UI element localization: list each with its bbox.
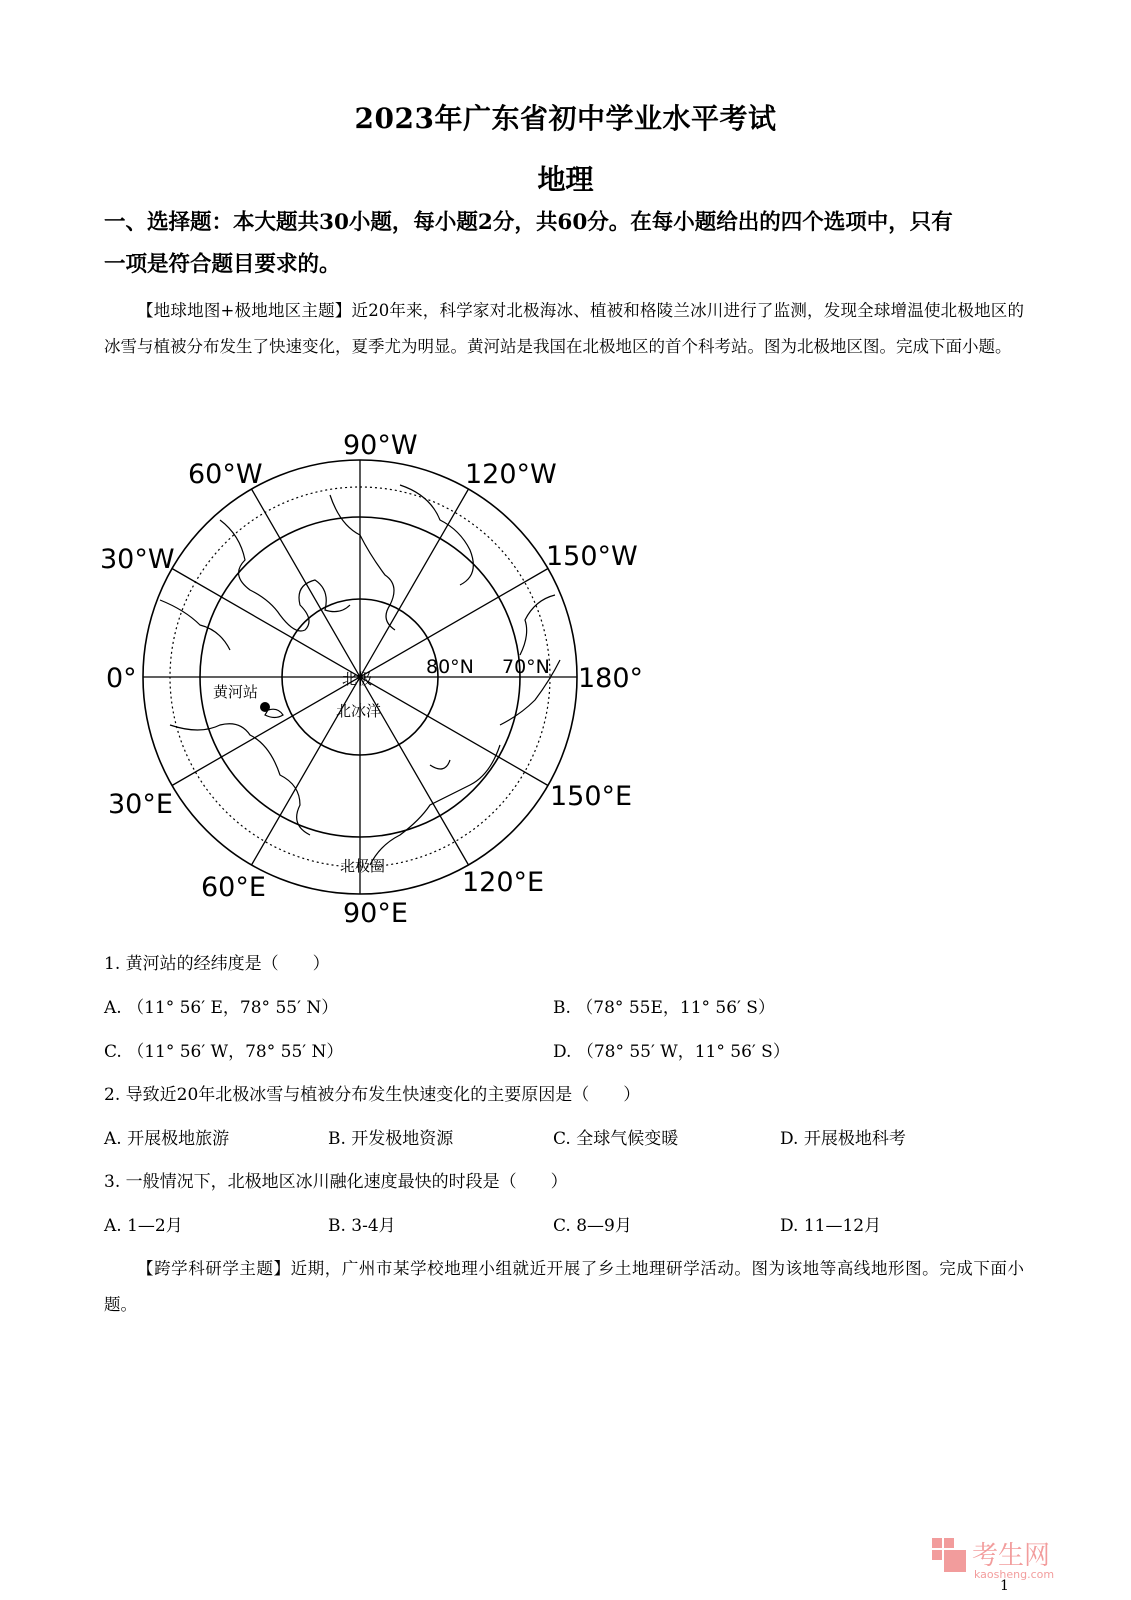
label-60e: 60°E	[201, 872, 266, 903]
q1-option-a: A. （11° 56′ E，78° 55′ N）	[104, 998, 339, 1018]
passage-polar: 【地球地图+极地地区主题】近20年来，科学家对北极海冰、植被和格陵兰冰川进行了监测，发现全球增温使北极地区的冰雪与植被分布发生了快速变化，夏季尤为明显。黄河站是我国在北极地区的首个科考站。图为北极地区图。完成下面小题。	[104, 301, 1024, 356]
huanghe-station-marker	[260, 702, 270, 712]
section-heading-line-1: 一、选择题：本大题共30小题，每小题2分，共60分。在每小题给出的四个选项中，只有	[104, 210, 953, 235]
label-90w: 90°W	[343, 430, 418, 461]
q1-option-d: D. （78° 55′ W，11° 56′ S）	[553, 1042, 790, 1062]
page-title: 2023年广东省初中学业水平考试	[354, 102, 777, 135]
label-80n: 80°N	[426, 656, 474, 678]
page-number: 1	[1000, 1578, 1009, 1594]
q2-option-c: C. 全球气候变暖	[553, 1129, 679, 1149]
label-huanghe-station: 黄河站	[213, 683, 259, 701]
label-70n: 70°N	[502, 656, 550, 678]
kaosheng-watermark-logo	[932, 1530, 1092, 1580]
watermark-sub-text: kaosheng.com	[974, 1568, 1055, 1580]
q3-option-c: C. 8—9月	[553, 1216, 632, 1236]
q2-option-a: A. 开展极地旅游	[104, 1129, 230, 1149]
question-3: 3. 一般情况下，北极地区冰川融化速度最快的时段是（ ）	[104, 1172, 568, 1192]
q1-option-b: B. （78° 55E，11° 56′ S）	[553, 998, 775, 1018]
label-arctic-ocean: 北冰洋	[336, 702, 382, 720]
label-arctic-circle: 北极圈	[340, 857, 386, 875]
section-heading-line-2: 一项是符合题目要求的。	[104, 252, 341, 277]
q3-option-a: A. 1—2月	[104, 1216, 183, 1236]
label-0: 0°	[106, 663, 137, 694]
label-180: 180°	[578, 663, 644, 694]
watermark-main-text: 考生网	[972, 1541, 1051, 1571]
label-60w: 60°W	[188, 459, 263, 490]
q2-option-b: B. 开发极地资源	[328, 1129, 454, 1149]
label-120w: 120°W	[465, 459, 557, 490]
question-2: 2. 导致近20年北极冰雪与植被分布发生快速变化的主要原因是（ ）	[104, 1085, 641, 1105]
label-30w: 30°W	[100, 544, 175, 575]
q1-option-c: C. （11° 56′ W，78° 55′ N）	[104, 1042, 344, 1062]
kaosheng-logo-icon	[932, 1538, 966, 1572]
question-1: 1. 黄河站的经纬度是（ ）	[104, 954, 330, 974]
label-150w: 150°W	[546, 541, 638, 572]
q3-option-b: B. 3-4月	[328, 1216, 396, 1236]
label-150e: 150°E	[550, 781, 633, 812]
passage-research: 【跨学科研学主题】近期，广州市某学校地理小组就近开展了乡土地理研学活动。图为该地等高线地形图。完成下面小题。	[104, 1259, 1024, 1314]
q3-option-d: D. 11—12月	[780, 1216, 882, 1236]
arctic-map	[100, 425, 660, 935]
label-30e: 30°E	[108, 789, 173, 820]
q2-option-d: D. 开展极地科考	[780, 1129, 906, 1149]
label-90e: 90°E	[343, 898, 408, 929]
label-120e: 120°E	[462, 867, 545, 898]
subject-title: 地理	[537, 163, 594, 196]
label-north-pole: 北极	[342, 670, 373, 688]
